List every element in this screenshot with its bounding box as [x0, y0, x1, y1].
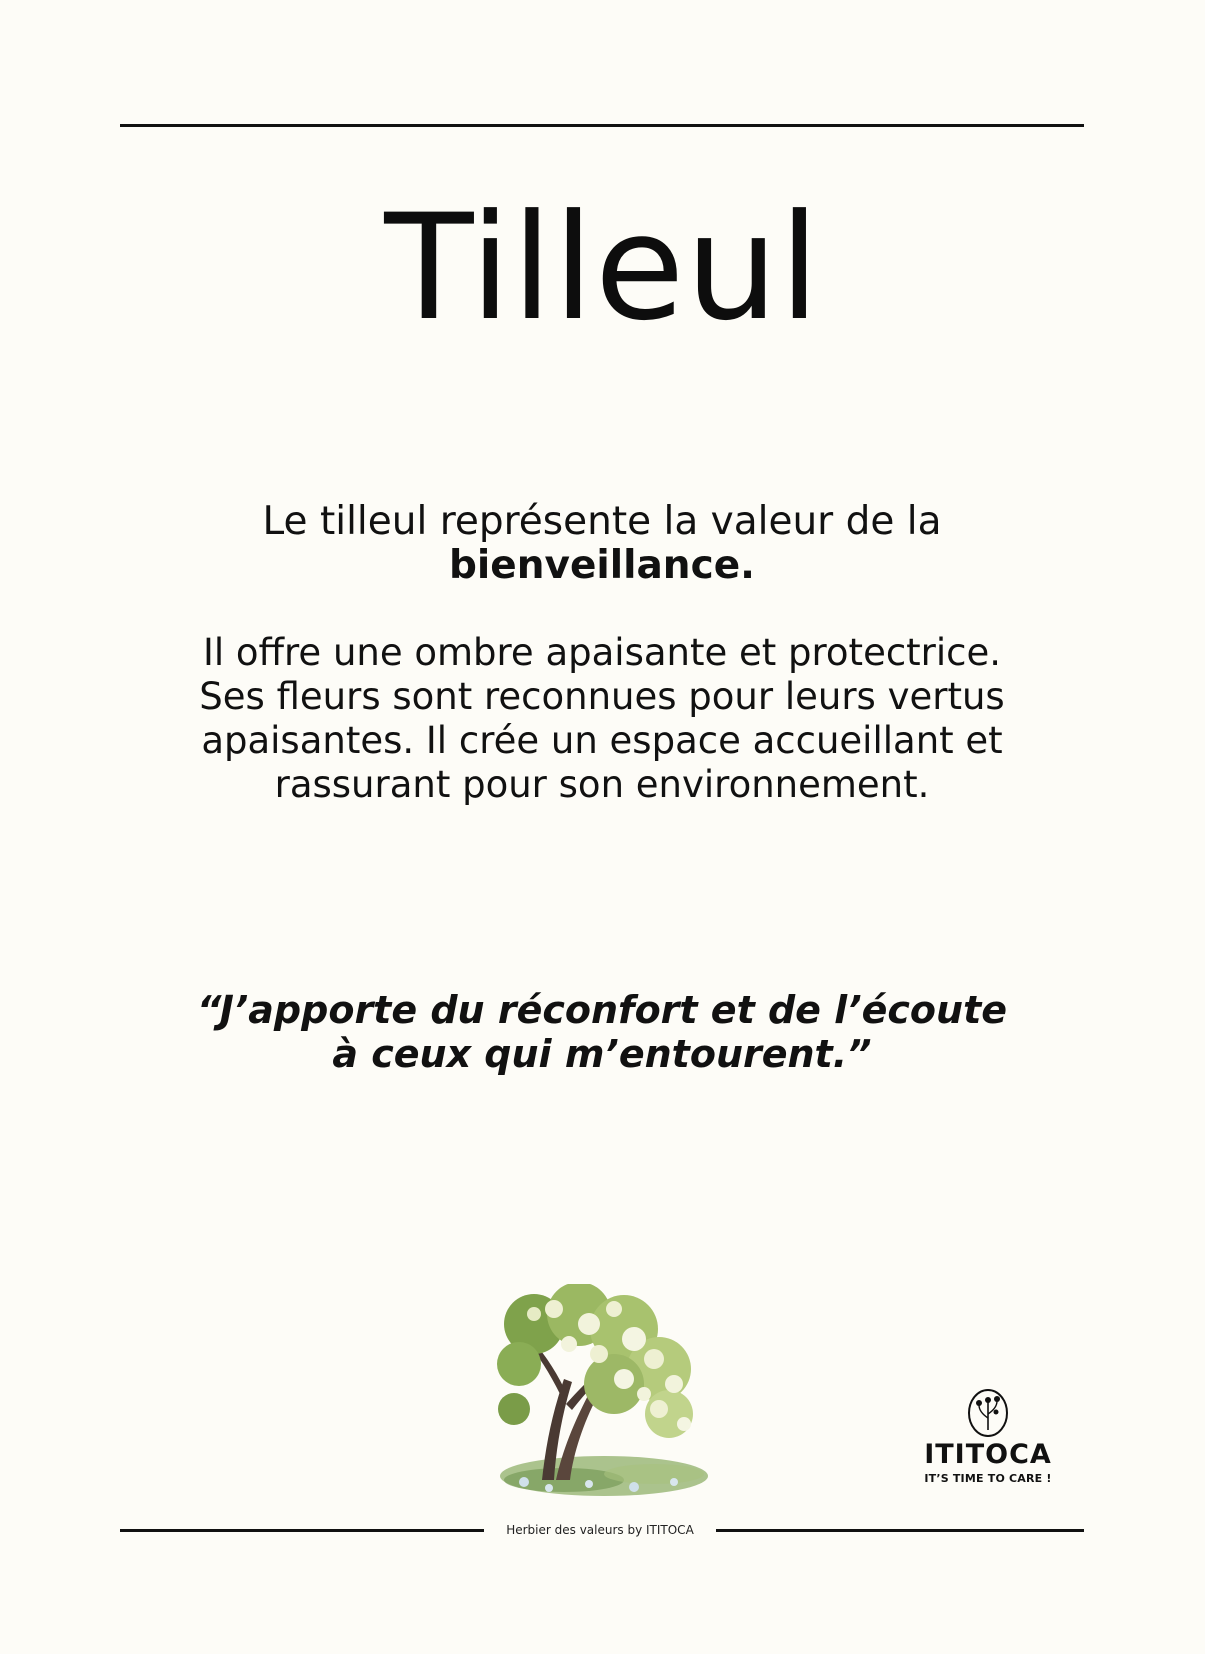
description-line: apaisantes. Il crée un espace accueillant et [201, 719, 1003, 762]
intro-value-word: bienveillance. [449, 543, 755, 588]
logo-tagline: IT’S TIME TO CARE ! [924, 1472, 1052, 1485]
quote [120, 988, 1084, 1076]
page-title: Tilleul [384, 183, 821, 353]
quote-line: “J’apporte du réconfort et de l’écoute [196, 988, 1008, 1032]
top-divider [120, 124, 1084, 127]
logo-wordmark: ITITOCA [924, 1439, 1052, 1470]
quote-line: à ceux qui m’entourent.” [332, 1032, 872, 1076]
description-line: Ses fleurs sont reconnues pour leurs vertus [199, 675, 1005, 718]
intro-paragraph [120, 500, 1084, 588]
plant-seed-icon [966, 1388, 1010, 1438]
linden-tree-illustration [494, 1284, 708, 1498]
intro-text: Le tilleul représente la valeur de la [262, 499, 942, 544]
description-line: rassurant pour son environnement. [274, 763, 930, 806]
footer-caption: Herbier des valeurs by ITITOCA [506, 1523, 694, 1537]
ititoca-logo [918, 1388, 1058, 1485]
footer-divider-left [120, 1529, 484, 1532]
description-line: Il offre une ombre apaisante et protectrice. [202, 631, 1002, 674]
footer-divider-right [716, 1529, 1084, 1532]
description-paragraph [120, 631, 1084, 807]
